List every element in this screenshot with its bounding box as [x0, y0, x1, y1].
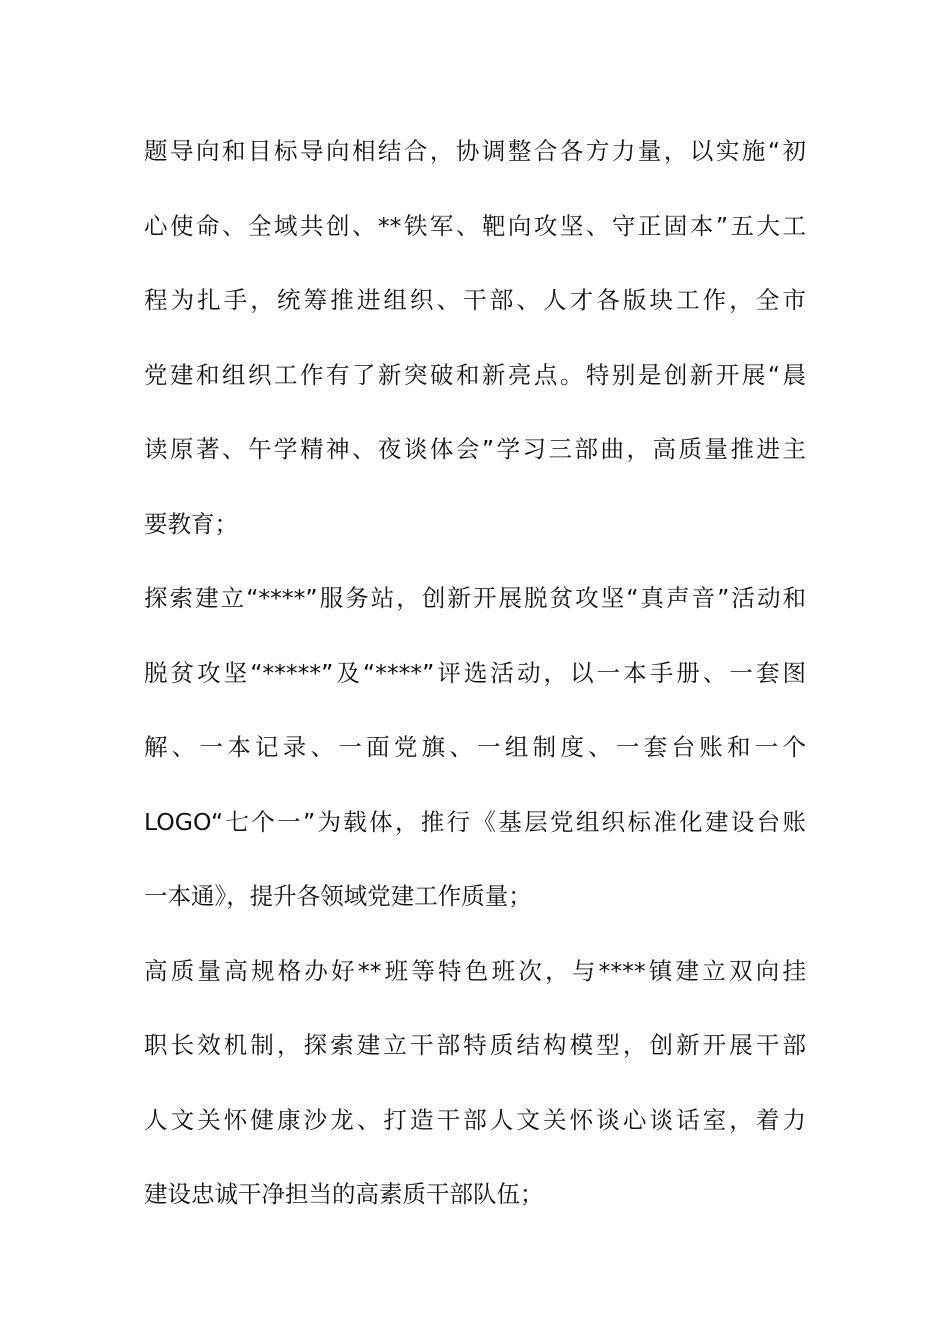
paragraph-1: [144, 114, 806, 561]
text-line: 心使命、全域共创、**铁军、靶向攻坚、守正固本”五大工: [144, 211, 806, 240]
text-line: 探索建立“****”服务站，创新开展脱贫攻坚“真声音”活动和: [144, 584, 806, 612]
text-line: 职长效机制，探索建立干部特质结构模型，创新开展干部: [144, 1031, 806, 1059]
text-line: 一本通》，提升各领域党建工作质量；: [144, 882, 532, 910]
text-line: 程为扎手，统筹推进组织、干部、人才各版块工作，全市: [144, 286, 806, 314]
text-line: 脱贫攻坚“*****”及“****”评选活动，以一本手册、一套图: [144, 658, 806, 687]
paragraph-3: [144, 934, 806, 1232]
text-line: 建设忠诚干净担当的高素质干部队伍；: [144, 1180, 544, 1208]
text-line: 读原著、午学精神、夜谈体会”学习三部曲，高质量推进主: [144, 435, 806, 463]
body-text: [144, 114, 806, 1232]
text-line: 党建和组织工作有了新突破和新亮点。特别是创新开展“晨: [144, 360, 806, 389]
text-line: 解、一本记录、一面党旗、一组制度、一套台账和一个: [144, 733, 806, 761]
text-line: 要教育；: [144, 509, 238, 538]
text-line: 题导向和目标导向相结合，协调整合各方力量，以实施“初: [144, 137, 806, 165]
text-line: 高质量高规格办好**班等特色班次，与****镇建立双向挂: [144, 956, 806, 985]
text-line: LOGO“七个一”为载体，推行《基层党组织标准化建设台账: [144, 807, 806, 836]
paragraph-2: [144, 561, 806, 934]
text-line: 人文关怀健康沙龙、打造干部人文关怀谈心谈话室，着力: [144, 1105, 806, 1134]
